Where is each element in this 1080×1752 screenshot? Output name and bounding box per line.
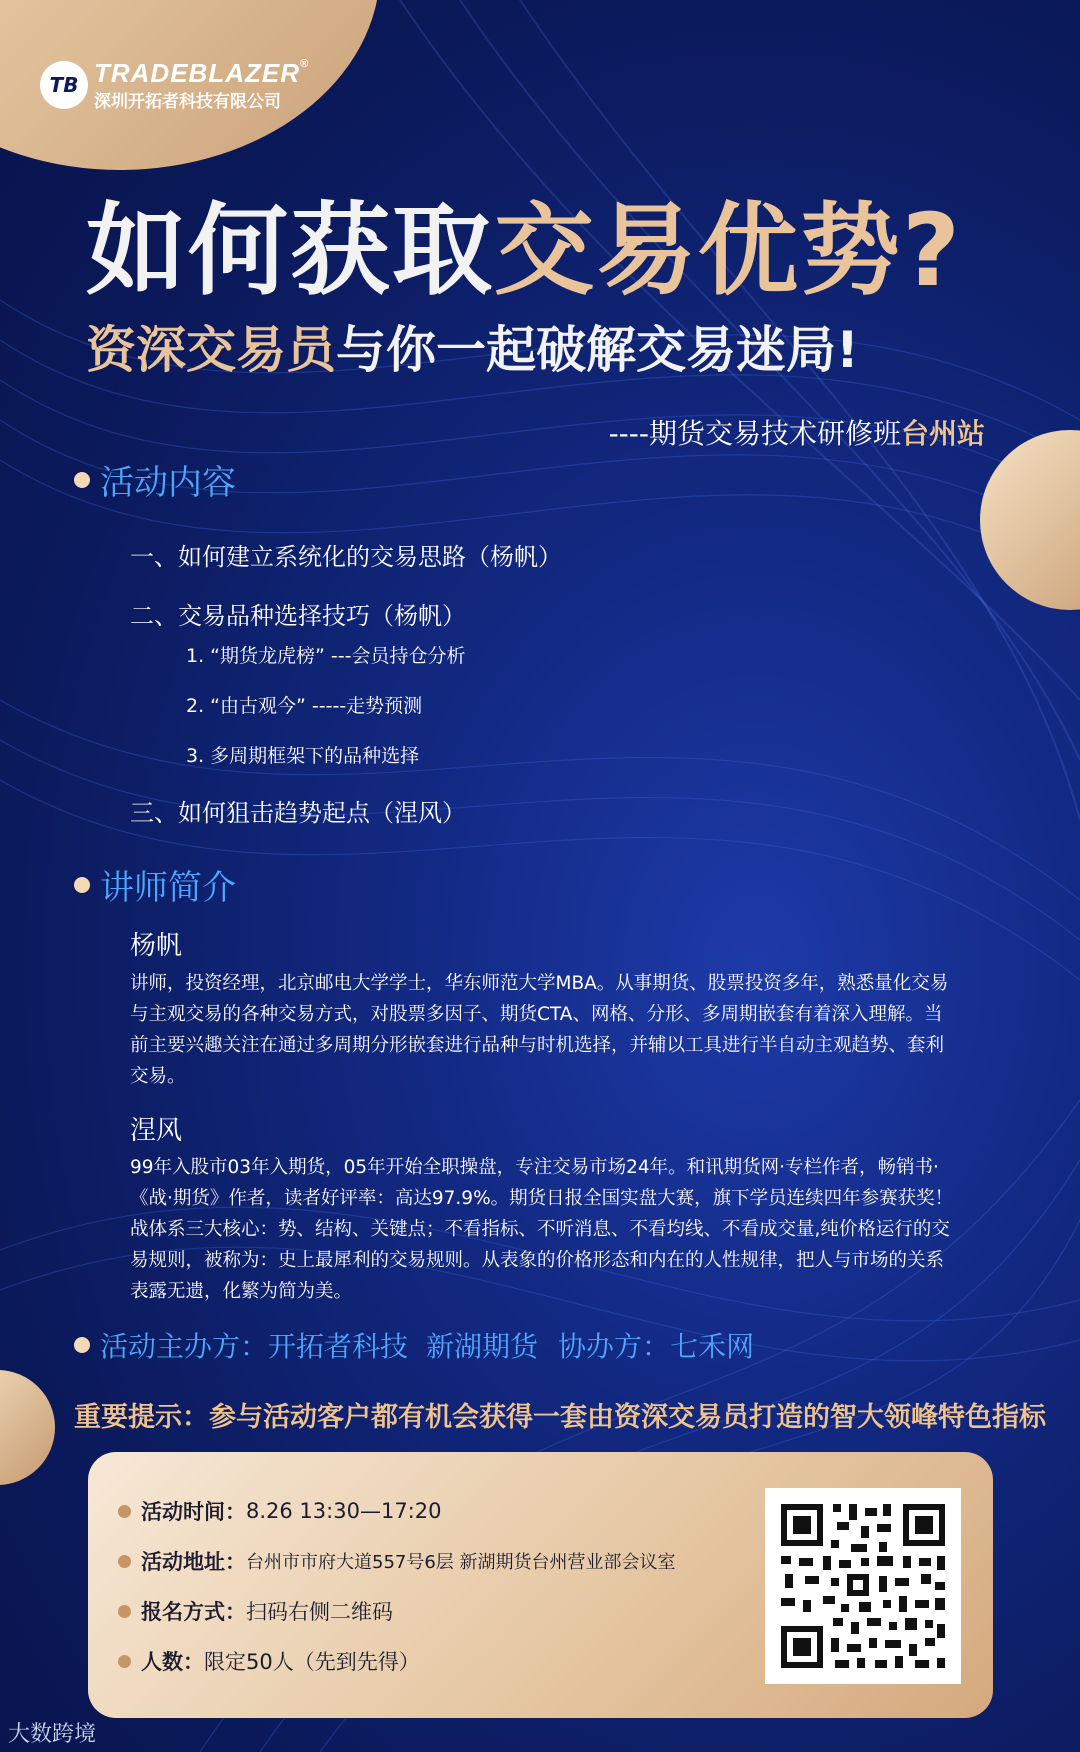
info-label: 报名方式： [141, 1600, 246, 1624]
event-info-card [88, 1452, 993, 1718]
host-label: 活动主办方： [100, 1330, 269, 1363]
activity-item: 二、交易品种选择技巧（杨帆） [130, 602, 466, 630]
lecturer-bio: 讲师，投资经理，北京邮电大学学士，华东师范大学MBA。从事期货、股票投资多年，熟悉量化交易与主观交易的各种交易方式，对股票多因子、期货CTA、网格、分形、多周期嵌套有着深入理解。当前主要兴趣关注在通过多周期分形嵌套进行品种与时机选择，并辅以工具进行半自动主观趋势、套利交易。 [130, 973, 949, 1087]
title-part2: 交易优势? [494, 192, 963, 309]
info-value: 8.26 13:30—17:20 [246, 1499, 442, 1523]
bullet-dot [118, 1605, 131, 1618]
activity-subitem: 1. “期货龙虎榜” ---会员持仓分析 [186, 645, 466, 667]
brand-name-en: TRADEBLAZER [94, 58, 300, 88]
info-row-time [118, 1496, 441, 1526]
qr-code-graphic [765, 1488, 961, 1684]
subtitle-part2: 与你一起破解交易迷局! [336, 321, 859, 379]
session-label [609, 412, 985, 452]
logo-mark-icon: TB [40, 61, 88, 109]
lecturer-heading [74, 860, 236, 909]
company-logo [40, 58, 309, 112]
activity-subitem: 2. “由古观今” -----走势预测 [186, 695, 423, 717]
activity-item: 三、如何狙击趋势起点（涅风） [130, 799, 466, 827]
qr-code-icon[interactable] [765, 1488, 961, 1684]
activity-heading-text: 活动内容 [100, 463, 236, 503]
lecturer-heading-text: 讲师简介 [100, 868, 236, 908]
info-value: 限定50人（先到先得） [204, 1650, 420, 1674]
bullet-dot [74, 877, 90, 893]
subtitle [86, 310, 859, 382]
info-label: 人数： [141, 1650, 204, 1674]
bullet-dot [118, 1655, 131, 1668]
info-row-capacity [118, 1646, 420, 1676]
bullet-dot [118, 1505, 131, 1518]
title-part1: 如何获取 [86, 192, 494, 309]
session-prefix: ----期货交易技术研修班 [608, 417, 901, 450]
info-row-signup [118, 1596, 393, 1626]
registered-mark: ® [300, 58, 310, 70]
co-host: 七禾网 [670, 1330, 755, 1363]
activity-item: 一、如何建立系统化的交易思路（杨帆） [130, 543, 562, 571]
info-label: 活动地址： [141, 1550, 246, 1574]
important-notice: 重要提示：参与活动客户都有机会获得一套由资深交易员打造的智大领峰特色指标 [74, 1402, 1046, 1433]
lecturer-name: 涅风 [130, 1116, 183, 1146]
co-label: 协办方： [558, 1330, 671, 1363]
info-value: 台州市市府大道557号6层 新湖期货台州营业部会议室 [246, 1552, 676, 1573]
info-row-address [118, 1546, 676, 1576]
session-city: 台州站 [900, 417, 985, 450]
watermark: 大数跨境 [8, 1722, 97, 1747]
host-2: 新湖期货 [426, 1330, 539, 1363]
bullet-dot [74, 1337, 90, 1353]
brand-name-cn: 深圳开拓者科技有限公司 [94, 92, 281, 112]
bullet-dot [74, 472, 90, 488]
bullet-dot [118, 1555, 131, 1568]
info-value: 扫码右侧二维码 [246, 1600, 393, 1624]
host-1: 开拓者科技 [268, 1330, 409, 1363]
lecturer-bio: 99年入股市03年入期货，05年开始全职操盘，专注交易市场24年。和讯期货网·专栏作者，畅销书·《战·期货》作者，读者好评率：高达97.9%。期货日报全国实盘大赛，旗下学员连续四年参赛获奖！战体系三大核心：势、结构、关键点；不看指标、不听消息、不看均线、不看成交量,纯价格运行的交易规则，被称为：史上最犀利的交易规则。从表象的价格形态和内在的人性规律，把人与市场的关系表露无遗，化繁为简为美。 [130, 1157, 954, 1302]
subtitle-part1: 资深交易员 [86, 321, 336, 379]
activity-subitem: 3. 多周期框架下的品种选择 [186, 745, 420, 767]
main-title [86, 170, 962, 314]
organizers [74, 1325, 754, 1365]
lecturer-name: 杨帆 [130, 931, 183, 961]
info-label: 活动时间： [141, 1500, 246, 1524]
activity-heading [74, 455, 236, 504]
